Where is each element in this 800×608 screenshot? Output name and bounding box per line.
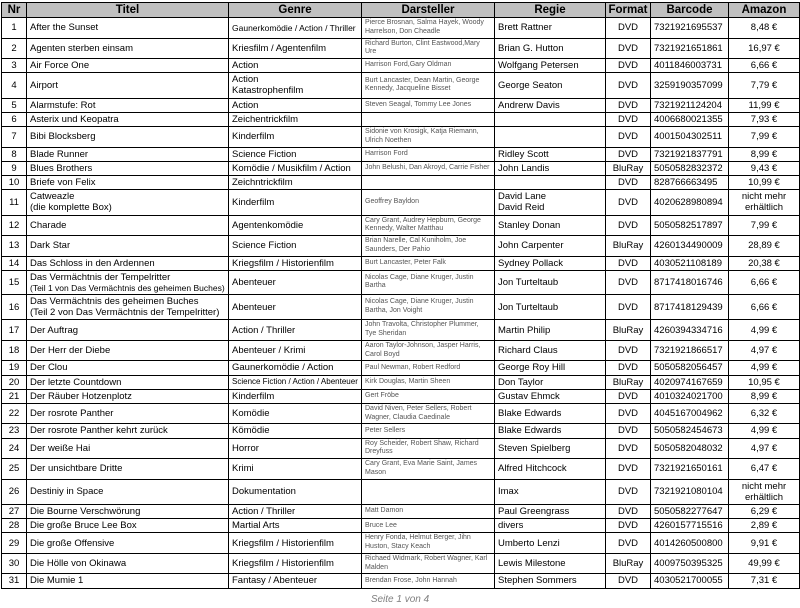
table-row <box>2 361 800 375</box>
cell-amazon: 4,97 € <box>729 438 800 459</box>
cell-darsteller: Brendan Frose, John Hannah <box>362 574 495 588</box>
table-row <box>2 215 800 236</box>
cell-barcode: 7321921837791 <box>651 147 729 161</box>
cell-format: DVD <box>606 294 651 319</box>
table-row <box>2 270 800 294</box>
cell-regie: divers <box>495 519 606 533</box>
cell-titel: Das Schloss in den Ardennen <box>27 256 229 270</box>
cell-darsteller: John Belushi, Dan Akroyd, Carrie Fisher <box>362 161 495 175</box>
cell-nr: 15 <box>2 270 27 294</box>
cell-regie: Richard Claus <box>495 340 606 361</box>
cell-barcode: 5050582832372 <box>651 161 729 175</box>
cell-darsteller: Cary Grant, Audrey Hepburn, George Kennedy, Walter Matthau <box>362 215 495 236</box>
cell-darsteller: Burt Lancaster, Dean Martin, George Kennedy, Jacqueline Bisset <box>362 73 495 98</box>
cell-format: BluRay <box>606 553 651 574</box>
table-row <box>2 424 800 438</box>
page-footer: Seite 1 von 4 <box>370 593 430 605</box>
cell-titel: Blade Runner <box>27 147 229 161</box>
cell-genre: Action Katastrophenfilm <box>229 73 362 98</box>
cell-darsteller: Peter Sellers <box>362 424 495 438</box>
cell-regie: Paul Greengrass <box>495 505 606 519</box>
cell-regie: Brett Rattner <box>495 18 606 39</box>
cell-titel: Dark Star <box>27 236 229 257</box>
cell-format: DVD <box>606 389 651 403</box>
cell-nr: 25 <box>2 459 27 480</box>
table-row <box>2 403 800 424</box>
table-row <box>2 479 800 504</box>
cell-genre: Kinderfilm <box>229 190 362 215</box>
cell-barcode: 8717418016746 <box>651 270 729 294</box>
cell-nr: 27 <box>2 505 27 519</box>
cell-amazon: 9,43 € <box>729 161 800 175</box>
column-header-nr: Nr <box>2 3 27 18</box>
cell-regie: Gustav Ehmck <box>495 389 606 403</box>
cell-nr: 24 <box>2 438 27 459</box>
cell-amazon: 6,47 € <box>729 459 800 480</box>
cell-genre: Kriesfilm / Agentenfilm <box>229 38 362 59</box>
cell-amazon: 10,99 € <box>729 175 800 189</box>
cell-darsteller: Cary Grant, Eva Marie Saint, James Mason <box>362 459 495 480</box>
cell-regie: Steven Spielberg <box>495 438 606 459</box>
cell-titel: Blues Brothers <box>27 161 229 175</box>
column-header-genre: Genre <box>229 3 362 18</box>
cell-nr: 9 <box>2 161 27 175</box>
cell-nr: 22 <box>2 403 27 424</box>
cell-genre: Abenteuer <box>229 294 362 319</box>
cell-regie: Lewis Milestone <box>495 553 606 574</box>
cell-format: BluRay <box>606 236 651 257</box>
cell-darsteller: Matt Damon <box>362 505 495 519</box>
cell-regie: John Carpenter <box>495 236 606 257</box>
cell-format: BluRay <box>606 375 651 389</box>
cell-darsteller: Gert Fröbe <box>362 389 495 403</box>
cell-nr: 3 <box>2 59 27 73</box>
cell-amazon: 10,95 € <box>729 375 800 389</box>
cell-amazon: 49,99 € <box>729 553 800 574</box>
cell-regie <box>495 112 606 126</box>
cell-genre: Action / Thriller <box>229 320 362 341</box>
cell-titel: Briefe von Felix <box>27 175 229 189</box>
cell-darsteller: Steven Seagal, Tommy Lee Jones <box>362 98 495 112</box>
cell-genre: Abenteuer <box>229 270 362 294</box>
cell-genre: Zeichentrickfilm <box>229 112 362 126</box>
cell-regie: Jon Turteltaub <box>495 294 606 319</box>
cell-amazon: nicht mehr erhältlich <box>729 190 800 215</box>
cell-amazon: 4,99 € <box>729 320 800 341</box>
cell-barcode: 5050582056457 <box>651 361 729 375</box>
cell-genre: Gaunerkomödie / Action <box>229 361 362 375</box>
cell-format: DVD <box>606 190 651 215</box>
cell-amazon: 7,99 € <box>729 127 800 148</box>
table-row <box>2 127 800 148</box>
cell-nr: 8 <box>2 147 27 161</box>
cell-amazon: 6,29 € <box>729 505 800 519</box>
cell-darsteller: Roy Scheider, Robert Shaw, Richard Dreyfuss <box>362 438 495 459</box>
cell-amazon: 9,91 € <box>729 533 800 554</box>
cell-nr: 12 <box>2 215 27 236</box>
cell-barcode: 5050582277647 <box>651 505 729 519</box>
cell-barcode: 4006680021355 <box>651 112 729 126</box>
cell-amazon: 11,99 € <box>729 98 800 112</box>
cell-nr: 20 <box>2 375 27 389</box>
cell-titel: Der Clou <box>27 361 229 375</box>
cell-titel: Die Bourne Verschwörung <box>27 505 229 519</box>
cell-format: DVD <box>606 215 651 236</box>
cell-titel: Das Vermächtnis des geheimen Buches (Teil 2 von Das Vermächtnis der Tempelritter) <box>27 294 229 319</box>
cell-barcode: 4011846003731 <box>651 59 729 73</box>
table-row <box>2 112 800 126</box>
cell-genre: Dokumentation <box>229 479 362 504</box>
cell-regie: Umberto Lenzi <box>495 533 606 554</box>
cell-genre: Kriegsfilm / Historienfilm <box>229 533 362 554</box>
cell-darsteller: Brian Narelle, Cal Kuniholm, Joe Saunders, Der Pahio <box>362 236 495 257</box>
cell-regie: Blake Edwards <box>495 424 606 438</box>
cell-format: DVD <box>606 459 651 480</box>
cell-amazon: 8,99 € <box>729 147 800 161</box>
cell-titel: Agenten sterben einsam <box>27 38 229 59</box>
cell-amazon: 20,38 € <box>729 256 800 270</box>
cell-genre: Action / Thriller <box>229 505 362 519</box>
table-row <box>2 438 800 459</box>
cell-amazon: 28,89 € <box>729 236 800 257</box>
cell-nr: 1 <box>2 18 27 39</box>
cell-barcode: 828766663495 <box>651 175 729 189</box>
cell-genre: Action <box>229 59 362 73</box>
table-row <box>2 505 800 519</box>
cell-format: DVD <box>606 403 651 424</box>
cell-genre: Kinderfilm <box>229 127 362 148</box>
cell-genre: Kriegsfilm / Historienfilm <box>229 256 362 270</box>
cell-amazon: 4,99 € <box>729 361 800 375</box>
table-row <box>2 236 800 257</box>
cell-darsteller: Richaed Widmark, Robert Wagner, Karl Malden <box>362 553 495 574</box>
cell-nr: 29 <box>2 533 27 554</box>
cell-barcode: 4001504302511 <box>651 127 729 148</box>
column-header-amazon: Amazon <box>729 3 800 18</box>
cell-darsteller <box>362 479 495 504</box>
cell-format: DVD <box>606 112 651 126</box>
cell-titel: Asterix und Keopatra <box>27 112 229 126</box>
cell-genre: Komödie / Musikfilm / Action <box>229 161 362 175</box>
cell-format: DVD <box>606 147 651 161</box>
cell-amazon: 7,31 € <box>729 574 800 588</box>
table-row <box>2 73 800 98</box>
cell-regie: Ridley Scott <box>495 147 606 161</box>
table-row <box>2 190 800 215</box>
cell-darsteller: Henry Fonda, Helmut Berger, Jihn Huston, Stacy Keach <box>362 533 495 554</box>
cell-regie: George Seaton <box>495 73 606 98</box>
cell-nr: 7 <box>2 127 27 148</box>
cell-format: DVD <box>606 73 651 98</box>
cell-barcode: 4020628980894 <box>651 190 729 215</box>
cell-titel: Der Herr der Diebe <box>27 340 229 361</box>
cell-genre: Kömödie <box>229 424 362 438</box>
cell-regie: John Landis <box>495 161 606 175</box>
cell-nr: 19 <box>2 361 27 375</box>
cell-regie: Don Taylor <box>495 375 606 389</box>
cell-darsteller: Nicolas Cage, Diane Kruger, Justin Bartha <box>362 270 495 294</box>
cell-regie: Imax <box>495 479 606 504</box>
cell-barcode: 4030521108189 <box>651 256 729 270</box>
cell-genre: Kinderfilm <box>229 389 362 403</box>
cell-nr: 14 <box>2 256 27 270</box>
cell-format: DVD <box>606 361 651 375</box>
cell-amazon: 2,89 € <box>729 519 800 533</box>
cell-genre: Action <box>229 98 362 112</box>
column-header-barcode: Barcode <box>651 3 729 18</box>
cell-amazon: 7,99 € <box>729 215 800 236</box>
cell-format: DVD <box>606 479 651 504</box>
cell-genre: Horror <box>229 438 362 459</box>
cell-darsteller <box>362 175 495 189</box>
table-row <box>2 98 800 112</box>
cell-darsteller: Burt Lancaster, Peter Falk <box>362 256 495 270</box>
cell-titel: Das Vermächtnis der Tempelritter (Teil 1 von Das Vermächtnis des geheimen Buches) <box>27 270 229 294</box>
cell-darsteller: Bruce Lee <box>362 519 495 533</box>
table-row <box>2 175 800 189</box>
cell-titel: Airport <box>27 73 229 98</box>
table-row <box>2 533 800 554</box>
cell-amazon: 6,66 € <box>729 270 800 294</box>
cell-barcode: 7321921695537 <box>651 18 729 39</box>
cell-amazon: 6,32 € <box>729 403 800 424</box>
cell-amazon: 8,48 € <box>729 18 800 39</box>
cell-barcode: 7321921866517 <box>651 340 729 361</box>
cell-barcode: 4014260500800 <box>651 533 729 554</box>
cell-format: DVD <box>606 438 651 459</box>
cell-amazon: 7,93 € <box>729 112 800 126</box>
cell-regie: Jon Turteltaub <box>495 270 606 294</box>
table-row <box>2 59 800 73</box>
cell-amazon: 7,79 € <box>729 73 800 98</box>
cell-barcode: 7321921651861 <box>651 38 729 59</box>
cell-regie: Andrerw Davis <box>495 98 606 112</box>
cell-nr: 2 <box>2 38 27 59</box>
cell-nr: 16 <box>2 294 27 319</box>
cell-nr: 11 <box>2 190 27 215</box>
cell-titel: Der Auftrag <box>27 320 229 341</box>
cell-nr: 18 <box>2 340 27 361</box>
cell-format: DVD <box>606 424 651 438</box>
column-header-format: Format <box>606 3 651 18</box>
cell-format: DVD <box>606 340 651 361</box>
cell-genre: Science Fiction <box>229 236 362 257</box>
cell-nr: 30 <box>2 553 27 574</box>
cell-titel: Catweazle (die komplette Box) <box>27 190 229 215</box>
table-row <box>2 459 800 480</box>
cell-titel: Alarmstufe: Rot <box>27 98 229 112</box>
cell-amazon: 6,66 € <box>729 294 800 319</box>
cell-format: DVD <box>606 519 651 533</box>
cell-amazon: nicht mehr erhältlich <box>729 479 800 504</box>
table-row <box>2 38 800 59</box>
cell-regie: Stanley Donan <box>495 215 606 236</box>
cell-titel: Air Force One <box>27 59 229 73</box>
column-header-darsteller: Darsteller <box>362 3 495 18</box>
column-header-titel: Titel <box>27 3 229 18</box>
cell-genre: Krimi <box>229 459 362 480</box>
cell-format: DVD <box>606 256 651 270</box>
table-row <box>2 375 800 389</box>
cell-format: DVD <box>606 270 651 294</box>
cell-darsteller: John Travolta, Christopher Plummer, Tye Sheridan <box>362 320 495 341</box>
cell-format: BluRay <box>606 320 651 341</box>
cell-titel: Die große Offensive <box>27 533 229 554</box>
cell-barcode: 3259190357099 <box>651 73 729 98</box>
cell-amazon: 4,99 € <box>729 424 800 438</box>
cell-darsteller: Paul Newman, Robert Redford <box>362 361 495 375</box>
cell-darsteller: Sidonie von Krosigk, Katja Riemann, Ulrich Noethen <box>362 127 495 148</box>
table-row <box>2 519 800 533</box>
cell-nr: 4 <box>2 73 27 98</box>
cell-regie: Blake Edwards <box>495 403 606 424</box>
cell-genre: Science Fiction <box>229 147 362 161</box>
cell-barcode: 5050582517897 <box>651 215 729 236</box>
cell-genre: Kriegsfilm / Historienfilm <box>229 553 362 574</box>
cell-titel: Bibi Blocksberg <box>27 127 229 148</box>
cell-nr: 10 <box>2 175 27 189</box>
table-row <box>2 320 800 341</box>
cell-genre: Martial Arts <box>229 519 362 533</box>
cell-format: DVD <box>606 127 651 148</box>
cell-titel: Der rosrote Panther <box>27 403 229 424</box>
cell-titel: Der unsichtbare Dritte <box>27 459 229 480</box>
cell-regie: Martin Philip <box>495 320 606 341</box>
cell-barcode: 8717418129439 <box>651 294 729 319</box>
table-header-row <box>2 3 800 18</box>
cell-format: DVD <box>606 505 651 519</box>
cell-regie <box>495 127 606 148</box>
cell-format: DVD <box>606 574 651 588</box>
cell-genre: Fantasy / Abenteuer <box>229 574 362 588</box>
movie-table <box>1 2 800 589</box>
cell-genre: Abenteuer / Krimi <box>229 340 362 361</box>
cell-barcode: 4260134490009 <box>651 236 729 257</box>
cell-barcode: 4030521700055 <box>651 574 729 588</box>
cell-titel: Der letzte Countdown <box>27 375 229 389</box>
cell-amazon: 4,97 € <box>729 340 800 361</box>
cell-titel: Die große Bruce Lee Box <box>27 519 229 533</box>
column-header-regie: Regie <box>495 3 606 18</box>
cell-regie: Alfred Hitchcock <box>495 459 606 480</box>
cell-genre: Komödie <box>229 403 362 424</box>
cell-regie: George Roy Hill <box>495 361 606 375</box>
cell-amazon: 8,99 € <box>729 389 800 403</box>
cell-nr: 21 <box>2 389 27 403</box>
cell-barcode: 4020974167659 <box>651 375 729 389</box>
cell-genre: Agentenkomödie <box>229 215 362 236</box>
cell-nr: 23 <box>2 424 27 438</box>
cell-barcode: 5050582048032 <box>651 438 729 459</box>
cell-darsteller: Richard Burton, Clint Eastwood,Mary Ure <box>362 38 495 59</box>
cell-amazon: 6,66 € <box>729 59 800 73</box>
table-row <box>2 294 800 319</box>
cell-format: DVD <box>606 533 651 554</box>
cell-format: DVD <box>606 59 651 73</box>
table-row <box>2 256 800 270</box>
cell-barcode: 4260157715516 <box>651 519 729 533</box>
cell-barcode: 4009750395325 <box>651 553 729 574</box>
cell-nr: 5 <box>2 98 27 112</box>
cell-regie: David Lane David Reid <box>495 190 606 215</box>
cell-titel: Destiniy in Space <box>27 479 229 504</box>
cell-titel: Der weiße Hai <box>27 438 229 459</box>
cell-barcode: 7321921124204 <box>651 98 729 112</box>
cell-darsteller <box>362 112 495 126</box>
cell-titel: Der Räuber Hotzenplotz <box>27 389 229 403</box>
cell-barcode: 4010324021700 <box>651 389 729 403</box>
table-row <box>2 553 800 574</box>
cell-barcode: 4260394334716 <box>651 320 729 341</box>
cell-regie: Sydney Pollack <box>495 256 606 270</box>
cell-darsteller: Harrison Ford <box>362 147 495 161</box>
cell-barcode: 4045167004962 <box>651 403 729 424</box>
cell-barcode: 7321921650161 <box>651 459 729 480</box>
cell-genre: Gaunerkomödie / Action / Thriller <box>229 18 362 39</box>
table-body <box>2 18 800 589</box>
table-row <box>2 340 800 361</box>
cell-titel: Die Mumie 1 <box>27 574 229 588</box>
cell-regie <box>495 175 606 189</box>
cell-regie: Wolfgang Petersen <box>495 59 606 73</box>
cell-darsteller: Aaron Taylor-Johnson, Jasper Harris, Carol Boyd <box>362 340 495 361</box>
cell-format: DVD <box>606 175 651 189</box>
cell-format: DVD <box>606 38 651 59</box>
cell-titel: After the Sunset <box>27 18 229 39</box>
table-row <box>2 161 800 175</box>
cell-darsteller: David Niven, Peter Sellers, Robert Wagner, Claudia Caedinale <box>362 403 495 424</box>
cell-darsteller: Harrison Ford,Gary Oldman <box>362 59 495 73</box>
cell-regie: Stephen Sommers <box>495 574 606 588</box>
cell-nr: 6 <box>2 112 27 126</box>
cell-barcode: 7321921080104 <box>651 479 729 504</box>
table-row <box>2 147 800 161</box>
cell-nr: 17 <box>2 320 27 341</box>
cell-darsteller: Kirk Douglas, Martin Sheen <box>362 375 495 389</box>
cell-genre: Science Fiction / Action / Abenteuer <box>229 375 362 389</box>
table-row <box>2 18 800 39</box>
cell-genre: Zeichntrickfilm <box>229 175 362 189</box>
cell-darsteller: Geoffrey Bayldon <box>362 190 495 215</box>
table-row <box>2 574 800 588</box>
cell-barcode: 5050582454673 <box>651 424 729 438</box>
cell-darsteller: Nicolas Cage, Diane Kruger, Justin Bartha, Jon Voight <box>362 294 495 319</box>
cell-nr: 28 <box>2 519 27 533</box>
cell-titel: Charade <box>27 215 229 236</box>
cell-format: DVD <box>606 18 651 39</box>
cell-darsteller: Pierce Brosnan, Salma Hayek, Woody Harrelson, Don Cheadle <box>362 18 495 39</box>
table-row <box>2 389 800 403</box>
cell-nr: 13 <box>2 236 27 257</box>
cell-nr: 26 <box>2 479 27 504</box>
cell-nr: 31 <box>2 574 27 588</box>
cell-format: DVD <box>606 98 651 112</box>
cell-amazon: 16,97 € <box>729 38 800 59</box>
cell-format: BluRay <box>606 161 651 175</box>
cell-regie: Brian G. Hutton <box>495 38 606 59</box>
cell-titel: Der rosrote Panther kehrt zurück <box>27 424 229 438</box>
cell-titel: Die Hölle von Okinawa <box>27 553 229 574</box>
